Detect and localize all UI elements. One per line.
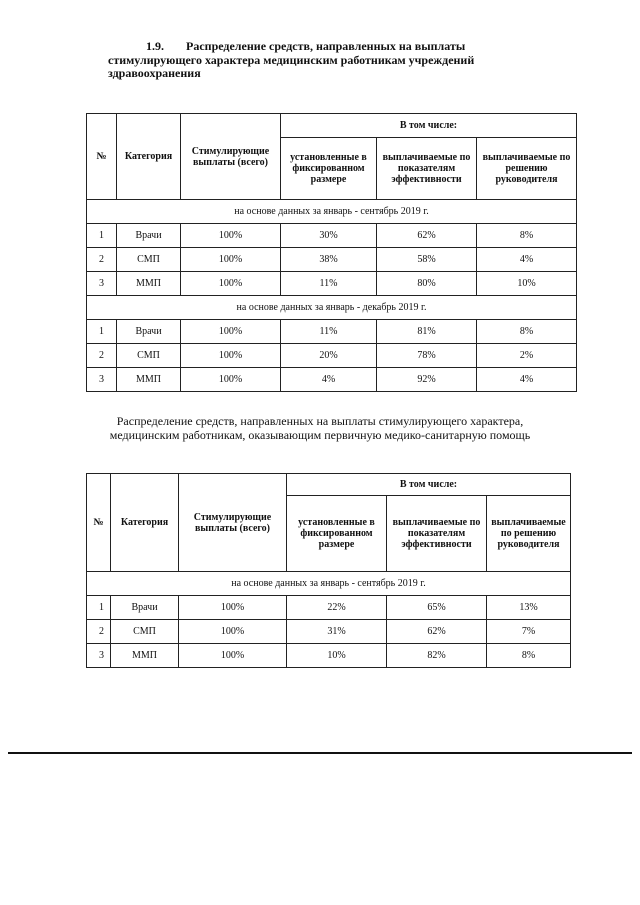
row-efficiency: 62% xyxy=(387,620,487,644)
row-category: ММП xyxy=(117,272,181,296)
row-fixed: 10% xyxy=(287,644,387,668)
table-row xyxy=(87,320,577,344)
row-total: 100% xyxy=(181,224,281,248)
section-heading-1 xyxy=(108,40,528,81)
row-num: 1 xyxy=(87,224,117,248)
row-efficiency: 81% xyxy=(377,320,477,344)
row-num: 2 xyxy=(87,620,111,644)
row-fixed: 11% xyxy=(281,320,377,344)
row-category: Врачи xyxy=(117,320,181,344)
table-row xyxy=(87,248,577,272)
section-heading-2: Распределение средств, направленных на выплаты стимулирующего характера, медицинским работникам, оказывающим первичную медико-санитарную помощь xyxy=(109,414,531,442)
period-label: на основе данных за январь - декабрь 2019 г. xyxy=(87,296,577,320)
row-decision: 8% xyxy=(477,320,577,344)
row-fixed: 11% xyxy=(281,272,377,296)
row-decision: 7% xyxy=(487,620,571,644)
row-decision: 4% xyxy=(477,248,577,272)
row-fixed: 38% xyxy=(281,248,377,272)
table-row xyxy=(87,272,577,296)
row-num: 3 xyxy=(87,272,117,296)
row-fixed: 4% xyxy=(281,368,377,392)
row-decision: 10% xyxy=(477,272,577,296)
row-decision: 8% xyxy=(477,224,577,248)
row-fixed: 22% xyxy=(287,596,387,620)
row-efficiency: 82% xyxy=(387,644,487,668)
row-total: 100% xyxy=(181,368,281,392)
row-category: ММП xyxy=(111,644,179,668)
row-efficiency: 80% xyxy=(377,272,477,296)
stimulus-payments-table xyxy=(86,113,577,392)
row-category: СМП xyxy=(117,344,181,368)
section-title: Распределение средств, направленных на выплаты стимулирующего характера медицинским работникам учреждений здравоохранения xyxy=(108,39,475,80)
header-efficiency: выплачиваемые по показателям эффективности xyxy=(377,138,477,200)
row-category: Врачи xyxy=(111,596,179,620)
header-fixed: установленные в фиксированном размере xyxy=(281,138,377,200)
row-decision: 2% xyxy=(477,344,577,368)
footer-divider xyxy=(8,752,632,754)
period-label: на основе данных за январь - сентябрь 2019 г. xyxy=(87,200,577,224)
row-total: 100% xyxy=(181,344,281,368)
header-decision: выплачиваемые по решению руководителя xyxy=(487,496,571,572)
row-efficiency: 78% xyxy=(377,344,477,368)
row-category: СМП xyxy=(117,248,181,272)
table-row xyxy=(87,368,577,392)
table-row xyxy=(87,596,571,620)
header-decision: выплачиваемые по решению руководителя xyxy=(477,138,577,200)
row-efficiency: 58% xyxy=(377,248,477,272)
header-num: № xyxy=(87,114,117,200)
row-num: 3 xyxy=(87,368,117,392)
table-row xyxy=(87,344,577,368)
row-total: 100% xyxy=(181,272,281,296)
row-num: 2 xyxy=(87,248,117,272)
header-including: В том числе: xyxy=(287,474,571,496)
row-efficiency: 62% xyxy=(377,224,477,248)
row-num: 1 xyxy=(87,596,111,620)
row-efficiency: 65% xyxy=(387,596,487,620)
header-efficiency: выплачиваемые по показателям эффективности xyxy=(387,496,487,572)
row-decision: 4% xyxy=(477,368,577,392)
table-row xyxy=(87,224,577,248)
row-efficiency: 92% xyxy=(377,368,477,392)
row-total: 100% xyxy=(181,320,281,344)
period-label: на основе данных за январь - сентябрь 2019 г. xyxy=(87,572,571,596)
header-total: Стимулирующие выплаты (всего) xyxy=(181,114,281,200)
row-fixed: 20% xyxy=(281,344,377,368)
row-category: ММП xyxy=(117,368,181,392)
row-num: 3 xyxy=(87,644,111,668)
row-category: СМП xyxy=(111,620,179,644)
header-category: Категория xyxy=(111,474,179,572)
row-fixed: 30% xyxy=(281,224,377,248)
section-number: 1.9. xyxy=(146,39,164,53)
header-including: В том числе: xyxy=(281,114,577,138)
row-category: Врачи xyxy=(117,224,181,248)
row-total: 100% xyxy=(181,248,281,272)
row-fixed: 31% xyxy=(287,620,387,644)
row-decision: 8% xyxy=(487,644,571,668)
row-decision: 13% xyxy=(487,596,571,620)
table-row xyxy=(87,620,571,644)
row-num: 2 xyxy=(87,344,117,368)
table-row xyxy=(87,644,571,668)
header-category: Категория xyxy=(117,114,181,200)
header-fixed: установленные в фиксированном размере xyxy=(287,496,387,572)
row-total: 100% xyxy=(179,596,287,620)
header-num: № xyxy=(87,474,111,572)
row-total: 100% xyxy=(179,644,287,668)
row-total: 100% xyxy=(179,620,287,644)
primary-care-payments-table xyxy=(86,473,571,668)
header-total: Стимулирующие выплаты (всего) xyxy=(179,474,287,572)
row-num: 1 xyxy=(87,320,117,344)
